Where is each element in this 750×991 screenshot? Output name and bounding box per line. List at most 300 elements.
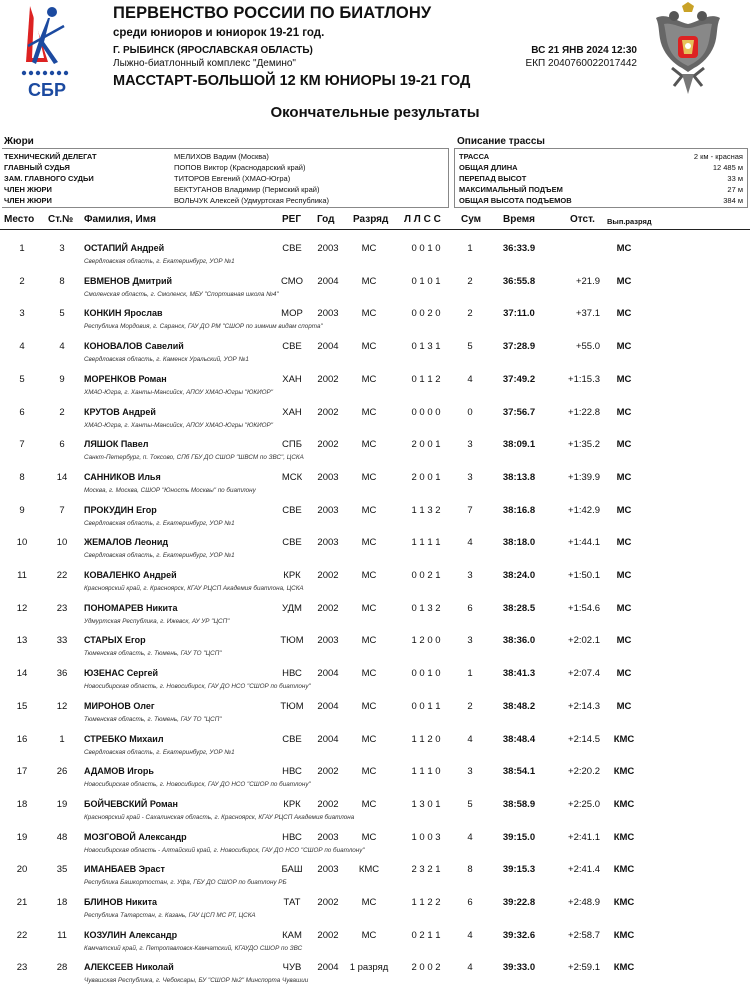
cell-behind: +1:15.3 <box>568 373 600 385</box>
cell-place: 22 <box>16 929 28 941</box>
header-divider <box>0 229 750 230</box>
cell-bib: 8 <box>59 275 65 287</box>
cell-region: КРК <box>283 798 301 810</box>
cell-time: 37:56.7 <box>502 406 536 418</box>
col-rank: Разряд <box>353 214 389 225</box>
table-row <box>0 269 750 302</box>
cell-year: 2004 <box>317 700 339 712</box>
jury-name: ВОЛЬЧУК Алексей (Удмуртская Республика) <box>174 196 330 205</box>
cell-bib: 5 <box>59 308 65 320</box>
col-year: Год <box>317 214 335 225</box>
cell-rank: МС <box>361 602 377 614</box>
cell-behind: +2:25.0 <box>568 798 600 810</box>
cell-place: 9 <box>19 504 25 516</box>
cell-shooting: 0 1 1 2 <box>411 373 441 385</box>
cell-awarded: КМС <box>613 929 635 941</box>
cell-region: МОР <box>281 308 303 320</box>
cell-name: АЛЕКСЕЕВ Николай <box>84 962 174 973</box>
cell-behind: +2:58.7 <box>568 929 600 941</box>
page-title: ПЕРВЕНСТВО РОССИИ ПО БИАТЛОНУ <box>113 4 432 22</box>
cell-year: 2002 <box>317 570 339 581</box>
cell-rank: МС <box>361 439 377 451</box>
col-time: Время <box>503 214 535 225</box>
race-date: ВС 21 ЯНВ 2024 12:30 <box>531 45 637 56</box>
cell-organization: Республика Башкортостан, г. Уфа, ГБУ ДО СШОР по биатлону РБ <box>84 879 287 887</box>
cell-organization: Свердловская область, г. Каменск Уральский, УОР №1 <box>84 356 249 364</box>
cell-shooting: 1 1 3 2 <box>411 504 441 516</box>
course-label: МАКСИМАЛЬНЫЙ ПОДЪЕМ <box>459 185 563 194</box>
cell-behind: +1:54.6 <box>568 602 600 614</box>
cell-awarded: МС <box>616 439 632 451</box>
cell-organization: Свердловская область, г. Екатеринбург, УОР №1 <box>84 258 235 265</box>
cell-organization: Новосибирская область, г. Новосибирск, ГАУ ДО НСО "СШОР по биатлону" <box>84 781 311 789</box>
cell-name: САННИКОВ Илья <box>84 471 161 482</box>
cell-rank: МС <box>361 471 377 483</box>
cell-time: 38:28.5 <box>502 602 536 614</box>
cell-rank: МС <box>361 733 377 745</box>
cell-sum: 8 <box>467 864 473 876</box>
cell-awarded: МС <box>616 537 632 549</box>
jury-role: ГЛАВНЫЙ СУДЬЯ <box>4 163 70 172</box>
cell-name: ЮЗЕНАС Сергей <box>84 668 158 679</box>
cell-organization: Красноярский край, г. Красноярск, КГАУ РЦСП Академия биатлона, ЦСКА <box>84 585 304 592</box>
cell-awarded: МС <box>616 570 632 581</box>
cell-place: 11 <box>17 570 27 581</box>
cell-shooting: 1 2 0 0 <box>411 635 441 647</box>
cell-behind: +2:20.2 <box>568 766 600 778</box>
cell-place: 17 <box>16 766 28 778</box>
cell-year: 2004 <box>317 668 339 680</box>
jury-box <box>2 148 449 208</box>
table-row <box>0 596 750 629</box>
cell-awarded: МС <box>616 504 632 516</box>
cell-rank: МС <box>361 537 377 549</box>
cell-bib: 10 <box>56 537 68 549</box>
table-row <box>0 465 750 498</box>
cell-rank: МС <box>361 504 377 516</box>
cell-place: 18 <box>16 798 28 810</box>
table-row <box>0 759 750 792</box>
cell-organization: Тюменская область, г. Тюмень, ГАУ ТО "ЦСП" <box>84 650 222 658</box>
table-row <box>0 628 750 661</box>
cell-place: 14 <box>16 668 28 680</box>
cell-organization: ХМАО-Югра, г. Ханты-Мансийск, АПОУ ХМАО-Югры "ЮКИОР" <box>84 421 273 429</box>
cell-time: 37:49.2 <box>502 373 536 385</box>
venue-place: Г. РЫБИНСК (ЯРОСЛАВСКАЯ ОБЛАСТЬ) <box>113 45 313 56</box>
cell-behind: +1:42.9 <box>568 504 600 516</box>
cell-awarded: МС <box>616 373 632 385</box>
cell-name: КРУТОВ Андрей <box>84 406 156 417</box>
cell-time: 38:54.1 <box>502 766 536 778</box>
cell-sum: 4 <box>467 733 473 745</box>
cell-place: 15 <box>16 700 28 712</box>
cell-awarded: МС <box>616 471 632 483</box>
cell-place: 10 <box>16 537 28 549</box>
cell-place: 6 <box>19 406 25 418</box>
cell-region: УДМ <box>282 602 302 614</box>
jury-name: БЕКТУГАНОВ Владимир (Пермский край) <box>174 185 320 194</box>
cell-awarded: КМС <box>613 798 635 810</box>
col-region: РЕГ <box>282 214 302 225</box>
cell-year: 2002 <box>317 439 339 451</box>
cell-bib: 2 <box>59 406 65 418</box>
cell-bib: 26 <box>56 766 68 778</box>
cell-shooting: 0 0 2 0 <box>411 308 441 320</box>
cell-organization: Свердловская область, г. Екатеринбург, УОР №1 <box>84 552 235 560</box>
cell-sum: 2 <box>467 275 473 287</box>
col-awarded: Вып.разряд <box>607 217 652 226</box>
cell-sum: 4 <box>467 373 473 385</box>
cell-year: 2003 <box>317 243 339 254</box>
cell-time: 39:15.3 <box>502 864 536 876</box>
cell-bib: 48 <box>56 831 68 843</box>
cell-bib: 36 <box>56 668 68 680</box>
cell-name: БОЙЧЕВСКИЙ Роман <box>84 798 178 809</box>
cell-name: ЕВМЕНОВ Дмитрий <box>84 275 173 286</box>
cell-time: 38:58.9 <box>502 798 536 810</box>
cell-region: ЧУВ <box>282 962 302 974</box>
cell-year: 2004 <box>317 275 339 287</box>
cell-year: 2003 <box>317 308 339 320</box>
cell-name: КОНКИН Ярослав <box>84 308 163 319</box>
cell-sum: 4 <box>467 962 473 974</box>
col-bib: Ст.№ <box>48 214 74 225</box>
cell-shooting: 0 0 0 0 <box>411 406 441 418</box>
cell-year: 2002 <box>317 373 339 385</box>
cell-place: 13 <box>16 635 28 647</box>
cell-bib: 9 <box>59 373 65 385</box>
cell-shooting: 1 1 1 1 <box>411 537 441 549</box>
course-box <box>454 148 748 208</box>
final-results-heading: Окончательные результаты <box>270 104 480 121</box>
jury-name: МЕЛИХОВ Вадим (Москва) <box>174 152 269 161</box>
jury-role: ЗАМ. ГЛАВНОГО СУДЬИ <box>4 174 94 183</box>
cell-behind: +2:14.5 <box>568 733 600 745</box>
cell-name: СТРЕБКО Михаил <box>84 733 164 744</box>
table-row <box>0 857 750 890</box>
cell-awarded: КМС <box>613 766 635 778</box>
cell-behind: +21.9 <box>575 275 600 287</box>
cell-region: СВЕ <box>282 537 302 549</box>
table-row <box>0 400 750 433</box>
cell-region: МСК <box>281 471 303 483</box>
cell-behind: +2:07.4 <box>568 668 600 680</box>
cell-place: 7 <box>19 439 25 451</box>
cell-year: 2003 <box>317 864 339 876</box>
cell-time: 38:13.8 <box>502 471 536 483</box>
cell-time: 38:48.4 <box>502 733 536 745</box>
cell-name: ЖЕМАЛОВ Леонид <box>84 537 169 548</box>
cell-behind: +37.1 <box>575 308 600 320</box>
cell-time: 39:33.0 <box>502 962 536 974</box>
cell-region: СМО <box>280 275 304 287</box>
col-name: Фамилия, Имя <box>84 214 156 225</box>
cell-bib: 14 <box>56 471 68 483</box>
table-row <box>0 301 750 334</box>
cell-rank: МС <box>361 373 377 385</box>
cell-rank: МС <box>361 929 377 941</box>
cell-time: 37:28.9 <box>502 341 536 353</box>
cell-behind: +55.0 <box>575 341 600 353</box>
cell-name: ЛЯШОК Павел <box>84 439 149 450</box>
cell-year: 2003 <box>317 504 339 516</box>
cell-awarded: МС <box>616 635 632 647</box>
cell-name: КОВАЛЕНКО Андрей <box>84 570 177 580</box>
cell-place: 21 <box>16 897 28 908</box>
table-row <box>0 563 750 596</box>
jury-name: ПОПОВ Виктор (Краснодарский край) <box>174 163 306 172</box>
jury-role: ЧЛЕН ЖЮРИ <box>4 196 52 205</box>
cell-region: СВЕ <box>282 504 302 516</box>
cell-year: 2003 <box>317 831 339 843</box>
cell-year: 2002 <box>317 897 339 908</box>
cell-rank: МС <box>361 798 377 810</box>
cell-awarded: МС <box>616 341 632 353</box>
cell-name: КОНОВАЛОВ Савелий <box>84 341 184 352</box>
cell-shooting: 0 1 3 2 <box>411 602 441 614</box>
cell-behind: +1:44.1 <box>568 537 600 549</box>
cell-organization: Новосибирская область - Алтайский край, г. Новосибирск, ГАУ ДО НСО "СШОР по биатлону" <box>84 846 365 854</box>
cell-shooting: 0 0 1 0 <box>411 668 441 680</box>
cell-awarded: МС <box>616 700 632 712</box>
sbr-logo <box>14 2 82 98</box>
cell-year: 2004 <box>317 733 339 745</box>
cell-rank: МС <box>361 897 377 908</box>
cell-awarded: МС <box>616 406 632 418</box>
cell-behind: +1:22.8 <box>568 406 600 418</box>
cell-time: 36:33.9 <box>502 243 536 254</box>
cell-rank: МС <box>361 570 377 581</box>
table-row <box>0 727 750 760</box>
cell-shooting: 2 0 0 2 <box>411 962 441 974</box>
cell-time: 38:41.3 <box>502 668 536 680</box>
col-shooting: Л Л С С <box>404 214 441 225</box>
course-value: 384 м <box>723 196 743 205</box>
cell-shooting: 0 0 2 1 <box>411 570 441 581</box>
cell-time: 39:22.8 <box>502 897 536 908</box>
cell-sum: 3 <box>467 471 473 483</box>
cell-time: 38:24.0 <box>502 570 536 581</box>
cell-behind: +2:59.1 <box>568 962 600 974</box>
cell-time: 38:48.2 <box>502 700 536 712</box>
table-row <box>0 530 750 563</box>
cell-region: ТЮМ <box>280 635 304 647</box>
cell-shooting: 1 3 0 1 <box>411 798 441 810</box>
cell-time: 39:15.0 <box>502 831 536 843</box>
cell-organization: Республика Татарстан, г. Казань, ГАУ ЦСП МС РТ, ЦСКА <box>84 912 256 919</box>
cell-behind: +1:50.1 <box>568 570 600 581</box>
cell-place: 2 <box>19 275 25 287</box>
logo-text: СБР <box>28 80 66 98</box>
cell-sum: 5 <box>467 341 473 353</box>
cell-organization: Новосибирская область, г. Новосибирск, ГАУ ДО НСО "СШОР по биатлону" <box>84 683 311 691</box>
cell-year: 2003 <box>317 537 339 549</box>
table-row <box>0 367 750 400</box>
cell-rank: 1 разряд <box>349 962 389 974</box>
cell-bib: 4 <box>59 341 65 353</box>
cell-region: НВС <box>282 668 302 680</box>
cell-region: СВЕ <box>282 243 302 254</box>
cell-bib: 22 <box>56 570 68 581</box>
cell-sum: 7 <box>467 504 473 516</box>
cell-bib: 28 <box>56 962 68 974</box>
cell-organization: Красноярский край - Сахалинская область, г. Красноярск, КГАУ РЦСП Академия биатлона <box>84 813 355 821</box>
cell-bib: 19 <box>56 798 68 810</box>
cell-shooting: 1 0 0 3 <box>411 831 441 843</box>
cell-shooting: 0 1 0 1 <box>411 275 441 287</box>
cell-behind: +2:48.9 <box>568 897 600 908</box>
cell-shooting: 2 0 0 1 <box>411 439 441 451</box>
cell-year: 2002 <box>317 602 339 614</box>
cell-rank: МС <box>361 668 377 680</box>
cell-organization: Камчатский край, г. Петропавловск-Камчатский, КГАУДО СШОР по ЗВС <box>84 944 303 952</box>
cell-awarded: МС <box>616 275 632 287</box>
cell-year: 2002 <box>317 766 339 778</box>
cell-year: 2003 <box>317 471 339 483</box>
cell-shooting: 1 1 2 2 <box>411 897 441 908</box>
cell-place: 1 <box>19 243 25 254</box>
cell-behind: +2:02.1 <box>568 635 600 647</box>
cell-sum: 4 <box>467 537 473 549</box>
cell-name: АДАМОВ Игорь <box>84 766 154 777</box>
cell-name: МОЗГОВОЙ Александр <box>84 831 187 842</box>
cell-shooting: 0 0 1 1 <box>411 700 441 712</box>
cell-sum: 4 <box>467 929 473 941</box>
cell-region: СВЕ <box>282 341 302 353</box>
cell-organization: ХМАО-Югра, г. Ханты-Мансийск, АПОУ ХМАО-Югры "ЮКИОР" <box>84 388 273 396</box>
cell-behind: +2:41.4 <box>568 864 600 876</box>
table-row <box>0 498 750 531</box>
course-value: 27 м <box>727 185 743 194</box>
cell-time: 38:18.0 <box>502 537 536 549</box>
cell-organization: Тюменская область, г. Тюмень, ГАУ ТО "ЦСП" <box>84 715 222 723</box>
cell-awarded: МС <box>616 602 632 614</box>
course-value: 33 м <box>727 174 743 183</box>
cell-place: 4 <box>19 341 25 353</box>
col-sum: Сум <box>461 214 482 225</box>
cell-name: МИРОНОВ Олег <box>84 700 155 711</box>
cell-bib: 33 <box>56 635 68 647</box>
cell-time: 38:16.8 <box>502 504 536 516</box>
cell-shooting: 0 1 3 1 <box>411 341 441 353</box>
cell-sum: 3 <box>467 570 473 581</box>
course-value: 2 км - красная <box>693 152 743 161</box>
cell-shooting: 2 3 2 1 <box>411 864 441 876</box>
course-value: 12 485 м <box>712 163 743 172</box>
cell-region: КАМ <box>282 929 302 941</box>
cell-rank: МС <box>361 308 377 320</box>
cell-region: БАШ <box>281 864 303 876</box>
cell-region: ТАТ <box>283 897 301 908</box>
cell-organization: Свердловская область, г. Екатеринбург, УОР №1 <box>84 519 235 527</box>
table-row <box>0 792 750 825</box>
cell-awarded: КМС <box>613 733 635 745</box>
cell-time: 36:55.8 <box>502 275 536 287</box>
cell-behind: +1:39.9 <box>568 471 600 483</box>
cell-region: НВС <box>282 831 302 843</box>
cell-name: МОРЕНКОВ Роман <box>84 373 167 384</box>
cell-bib: 3 <box>59 243 65 254</box>
jury-title: Жюри <box>4 136 34 147</box>
cell-region: ХАН <box>282 406 302 418</box>
cell-shooting: 0 2 1 1 <box>411 929 441 941</box>
cell-sum: 1 <box>467 668 473 680</box>
cell-organization: Свердловская область, г. Екатеринбург, УОР №1 <box>84 748 235 756</box>
cell-bib: 6 <box>59 439 65 451</box>
table-row <box>0 694 750 727</box>
cell-awarded: МС <box>616 243 632 254</box>
cell-place: 19 <box>16 831 28 843</box>
cell-year: 2002 <box>317 406 339 418</box>
cell-sum: 2 <box>467 700 473 712</box>
cell-shooting: 1 1 1 0 <box>411 766 441 778</box>
cell-region: ХАН <box>282 373 302 385</box>
cell-place: 8 <box>19 471 25 483</box>
cell-sum: 3 <box>467 439 473 451</box>
cell-region: СПБ <box>282 439 302 451</box>
cell-sum: 0 <box>467 406 473 418</box>
cell-place: 16 <box>16 733 28 745</box>
cell-year: 2002 <box>317 929 339 941</box>
cell-region: СВЕ <box>282 733 302 745</box>
cell-sum: 1 <box>467 243 473 254</box>
cell-place: 20 <box>16 864 28 876</box>
table-row <box>0 236 750 269</box>
cell-name: ПОНОМАРЕВ Никита <box>84 602 178 613</box>
cell-awarded: КМС <box>613 962 635 974</box>
cell-rank: МС <box>361 341 377 353</box>
cell-rank: МС <box>361 831 377 843</box>
table-row <box>0 334 750 367</box>
cell-rank: МС <box>361 275 377 287</box>
cell-rank: МС <box>361 766 377 778</box>
cell-year: 2003 <box>317 635 339 647</box>
table-row <box>0 955 750 988</box>
cell-bib: 35 <box>56 864 68 876</box>
course-label: ТРАССА <box>459 152 490 161</box>
cell-rank: МС <box>361 406 377 418</box>
cell-shooting: 1 1 2 0 <box>411 733 441 745</box>
cell-time: 37:11.0 <box>503 308 535 320</box>
cell-place: 23 <box>16 962 28 974</box>
cell-sum: 5 <box>467 798 473 810</box>
cell-organization: Москва, г. Москва, СШОР "Юность Москвы" по биатлону <box>84 486 256 494</box>
cell-name: КОЗУЛИН Александр <box>84 929 178 940</box>
cell-sum: 3 <box>467 766 473 778</box>
cell-name: БЛИНОВ Никита <box>84 897 158 907</box>
cell-name: СТАРЫХ Егор <box>84 635 146 646</box>
cell-shooting: 2 0 0 1 <box>411 471 441 483</box>
table-row <box>0 890 750 923</box>
cell-rank: МС <box>361 635 377 647</box>
cell-bib: 1 <box>59 733 65 745</box>
cell-year: 2002 <box>317 798 339 810</box>
cell-name: ПРОКУДИН Егор <box>84 504 157 515</box>
jury-role: ЧЛЕН ЖЮРИ <box>4 185 52 194</box>
cell-rank: МС <box>361 243 377 254</box>
table-row <box>0 432 750 465</box>
cell-sum: 6 <box>467 602 473 614</box>
cell-time: 39:32.6 <box>502 929 536 941</box>
cell-rank: МС <box>361 700 377 712</box>
cell-organization: Смоленская область, г. Смоленск, МБУ "Спортивная школа №4" <box>84 290 279 298</box>
course-label: ОБЩАЯ ДЛИНА <box>459 163 518 172</box>
cell-bib: 7 <box>59 504 65 516</box>
cell-organization: Санкт-Петербург, п. Токсово, СПб ГБУ ДО СШОР "ШВСМ по ЗВС", ЦСКА <box>84 454 304 462</box>
table-row <box>0 923 750 956</box>
eagle-emblem-icon <box>652 2 724 98</box>
cell-year: 2004 <box>317 962 339 974</box>
